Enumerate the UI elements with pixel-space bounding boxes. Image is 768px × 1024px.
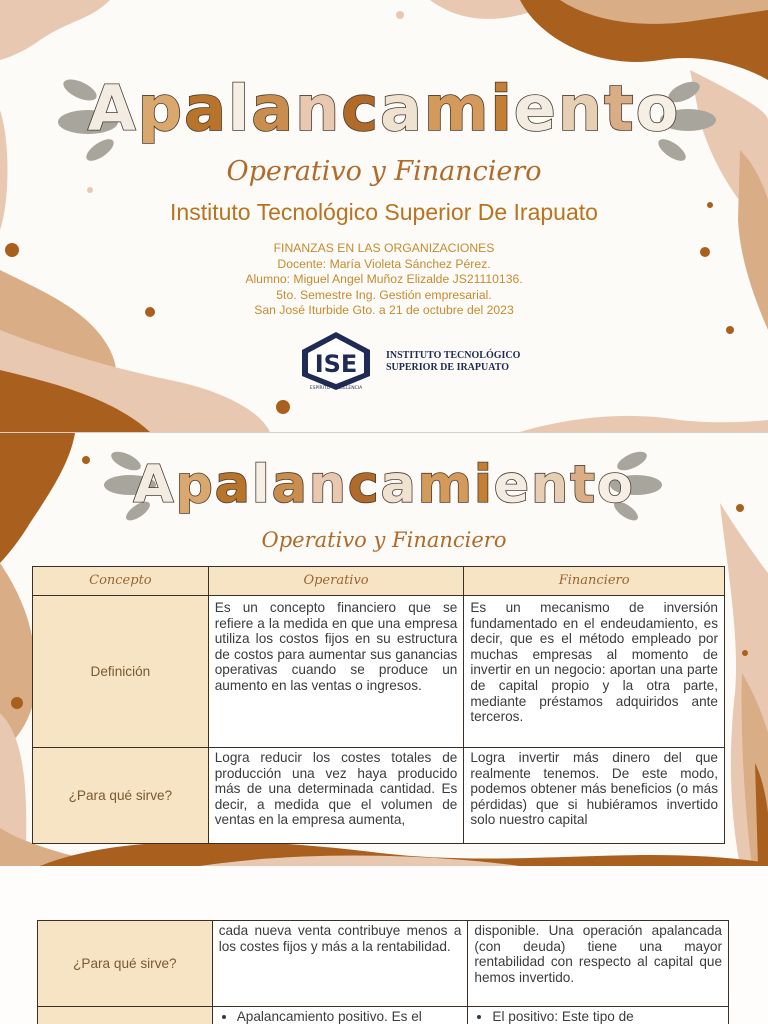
title-letter: a	[214, 455, 252, 515]
title-letter: l	[251, 455, 272, 515]
row-operativo	[212, 1007, 468, 1024]
row-financiero: Es un mecanismo de inversión fundamentado en el endeudamiento, es decir, que es el método empleado por muchas empresas al momento de invertir en un negocio: aportan una parte de capital propio y la otra parte, mediante préstamos adquiridos ante terceros.	[464, 596, 725, 748]
svg-text:ISE: ISE	[314, 350, 358, 378]
cover-meta	[0, 241, 768, 319]
logo-seal-text: ESPÍRITU · EXCELENCIA	[309, 386, 363, 391]
title-letter: A	[133, 455, 176, 515]
title-letter: i	[490, 72, 514, 145]
logo-line-1: INSTITUTO TECNOLÓGICO	[386, 350, 521, 361]
table-header-row	[33, 567, 725, 596]
row-concept	[38, 1007, 213, 1024]
title-letter: i	[473, 455, 494, 515]
title-letter: e	[513, 72, 558, 145]
row-operativo: Logra reducir los costes totales de producción una vez haya producido más de una determinada cantidad. Es decir, a medida que el volumen de ventas en la empresa aumenta,	[208, 748, 464, 844]
title-letter: e	[493, 455, 532, 515]
title-letter: p	[175, 455, 215, 515]
row-concept: Definición	[33, 596, 209, 748]
title-letter: a	[184, 72, 229, 145]
table-row	[33, 596, 725, 748]
page2-title-text	[133, 455, 634, 515]
table-row	[38, 1007, 729, 1024]
header-operativo: Operativo	[208, 567, 464, 596]
row-concept: ¿Para qué sirve?	[38, 921, 213, 1007]
table-page	[0, 433, 768, 866]
title-letter: n	[531, 455, 571, 515]
title-letter: m	[423, 72, 491, 145]
student-name: Alumno: Miguel Angel Muñoz Elizalde JS21110136.	[245, 272, 523, 287]
row-financiero	[468, 1007, 729, 1024]
list-item: • Apalancamiento positivo. Es el	[237, 1009, 462, 1024]
comparison-table-continued	[37, 920, 729, 1024]
row-concept: ¿Para qué sirve?	[33, 748, 209, 844]
title-letter: o	[596, 455, 635, 515]
title-letter: c	[347, 455, 381, 515]
title-letter: a	[380, 455, 418, 515]
page2-subtitle: Operativo y Financiero	[261, 528, 507, 552]
title-letter: a	[271, 455, 309, 515]
title-letter: n	[557, 72, 604, 145]
row-operativo: Es un concepto financiero que se refiere a la medida en que una empresa utiliza los costos fijos en su estructura de costos para aumentar sus ganancias operativas cuando se produce un aumento en las ventas o ingresos.	[208, 596, 464, 748]
title-letter: o	[635, 72, 681, 145]
title-letter: n	[295, 72, 342, 145]
title-letter: t	[570, 455, 597, 515]
title-letter: a	[251, 72, 296, 145]
title-letter: l	[228, 72, 252, 145]
logo-line-2: SUPERIOR DE IRAPUATO	[386, 362, 509, 373]
title-letter: t	[603, 72, 636, 145]
semester: 5to. Semestre Ing. Gestión empresarial.	[276, 287, 492, 302]
place-date: San José Iturbide Gto. a 21 de octubre del 2023	[254, 303, 514, 318]
its-logo-icon	[296, 330, 380, 392]
row-operativo: cada nueva venta contribuye menos a los costes fijos y más a la rentabilidad.	[212, 921, 468, 1007]
title-letter: A	[87, 72, 138, 145]
header-concepto: Concepto	[33, 567, 209, 596]
title-letter: m	[417, 455, 474, 515]
cover-title	[0, 72, 768, 145]
title-letter: p	[137, 72, 185, 145]
page2-title	[0, 455, 768, 515]
institution-name: Instituto Tecnológico Superior De Irapuato	[170, 199, 598, 225]
title-letter: a	[380, 72, 424, 145]
table-row	[38, 921, 729, 1007]
table-page-continued	[0, 866, 768, 1024]
cover-title-text	[88, 72, 680, 145]
course-name: FINANZAS EN LAS ORGANIZACIONES	[273, 241, 495, 255]
title-letter: n	[308, 455, 348, 515]
teacher-name: Docente: María Violeta Sánchez Pérez.	[277, 256, 491, 271]
cover-subtitle: Operativo y Financiero	[226, 156, 542, 187]
logo-text	[386, 350, 520, 374]
table-row	[33, 748, 725, 844]
comparison-table	[32, 566, 725, 844]
list-item: • El positivo: Este tipo de	[492, 1009, 722, 1024]
title-letter: c	[341, 72, 381, 145]
institution-logo	[296, 330, 526, 390]
cover-page	[0, 0, 768, 432]
row-financiero: Logra invertir más dinero del que realmente tenemos. De este modo, podemos obtener más beneficios (o más pérdidas) que si hubiéramos invertido solo nuestro capital	[464, 748, 725, 844]
header-financiero: Financiero	[464, 567, 725, 596]
row-financiero: disponible. Una operación apalancada (con deuda) tiene una mayor rentabilidad con respecto al capital que hemos invertido.	[468, 921, 729, 1007]
